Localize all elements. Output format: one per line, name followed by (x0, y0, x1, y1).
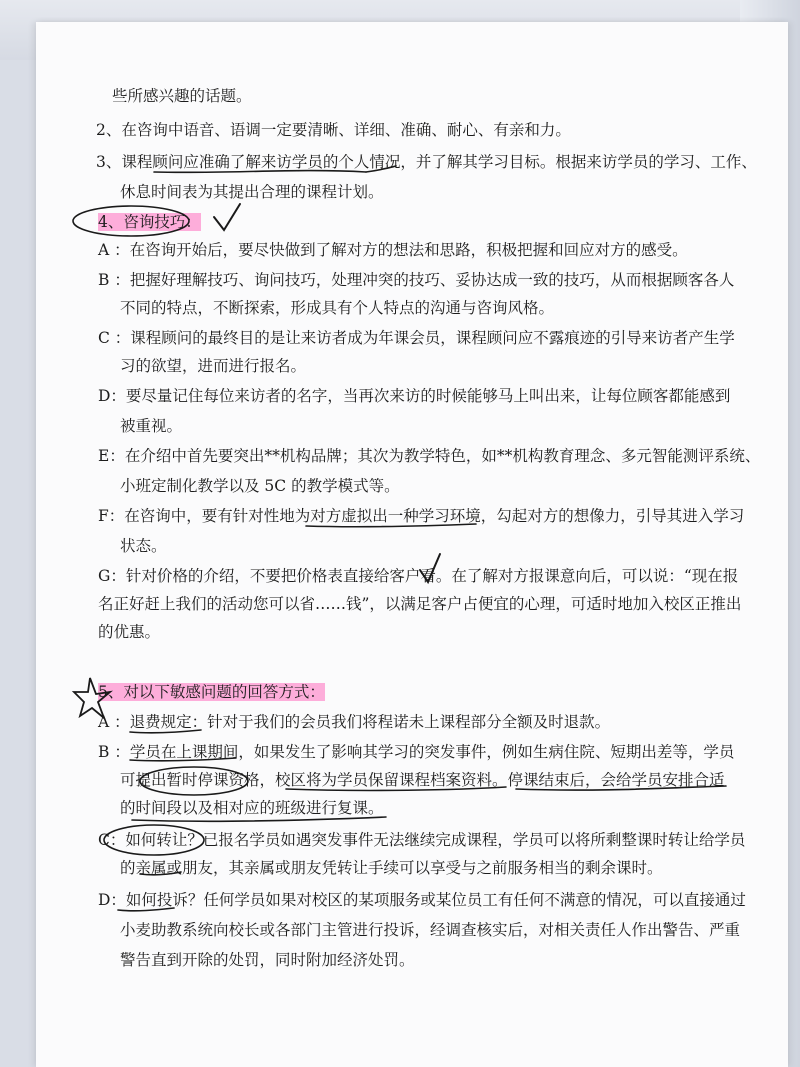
section-heading (98, 212, 800, 232)
text-line: B ：学员在上课期间，如果发生了影响其学习的突发事件，例如生病住院、短期出差等，学员 (98, 743, 735, 761)
text-line: 小麦助教系统向校长或各部门主管进行投诉，经调查核实后，对相关责任人作出警告、严重 (120, 921, 741, 939)
text-line: 的时间段以及相对应的班级进行复课。 (120, 799, 384, 817)
highlighted-text: 4、咨询技巧： (98, 213, 201, 231)
text-line: C：如何转让？已报名学员如遇突发事件无法继续完成课程，学员可以将所剩整课时转让给学员 (98, 831, 746, 849)
text-line: 警告直到开除的处罚，同时附加经济处罚。 (120, 951, 415, 969)
text-line: C ：课程顾问的最终目的是让来访者成为年课会员，课程顾问应不露痕迹的引导来访者产生学 (98, 329, 735, 347)
text-line: G：针对价格的介绍，不要把价格表直接给客户看。在了解对方报课意向后，可以说：“现在报 (98, 567, 739, 585)
text-line: F：在咨询中，要有针对性地为对方虚拟出一种学习环境，勾起对方的想像力，引导其进入学习 (98, 507, 745, 525)
text-line: A ：退费规定：针对于我们的会员我们将程诺未上课程部分全额及时退款。 (98, 713, 611, 731)
text-line: 不同的特点，不断探索，形成具有个人特点的沟通与咨询风格。 (120, 299, 555, 317)
text-line: 的亲属或朋友，其亲属或朋友凭转让手续可以享受与之前服务相当的剩余课时。 (120, 859, 663, 877)
text-line: D：如何投诉？任何学员如果对校区的某项服务或某位员工有任何不满意的情况，可以直接通过 (98, 891, 746, 909)
text-line: B ：把握好理解技巧、询问技巧，处理冲突的技巧、妥协达成一致的技巧，从而根据顾客各人 (98, 271, 735, 289)
text-line: E：在介绍中首先要突出**机构品牌；其次为教学特色，如**机构教育理念、多元智能测评系统、 (98, 447, 761, 465)
text-line: D：要尽量记住每位来访者的名字，当再次来访的时候能够马上叫出来，让每位顾客都能感到 (98, 387, 731, 405)
text-line: 习的欲望，进而进行报名。 (120, 357, 307, 375)
text-line: 状态。 (120, 537, 167, 555)
text-line: 名正好赶上我们的活动您可以省……钱”，以满足客户占便宜的心理，可适时地加入校区正推出 (98, 595, 742, 613)
text-line: 被重视。 (120, 417, 183, 435)
text-line: 2、在咨询中语音、语调一定要清晰、详细、准确、耐心、有亲和力。 (96, 121, 571, 139)
text-line: 3、课程顾问应准确了解来访学员的个人情况，并了解其学习目标。根据来访学员的学习、工作、 (96, 153, 757, 171)
text-line: 小班定制化教学以及 5C 的教学模式等。 (120, 477, 400, 495)
highlighted-text: 5、对以下敏感问题的回答方式： (98, 683, 325, 701)
document-page (36, 22, 788, 1067)
text-line: 可提出暂时停课资格，校区将为学员保留课程档案资料。停课结束后，会给学员安排合适 (120, 771, 725, 789)
text-line: 些所感兴趣的话题。 (112, 87, 252, 105)
text-line: 休息时间表为其提出合理的课程计划。 (120, 183, 384, 201)
section-heading (98, 682, 800, 702)
text-line: 的优惠。 (98, 623, 161, 641)
text-line: A ：在咨询开始后，要尽快做到了解对方的想法和思路，积极把握和回应对方的感受。 (98, 241, 688, 259)
